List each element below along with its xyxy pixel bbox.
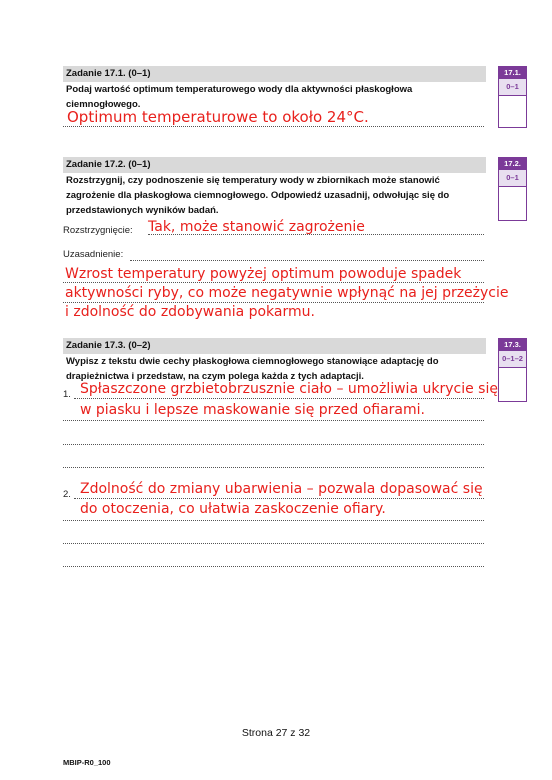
score-range: 0–1: [499, 170, 526, 187]
score-range: 0–1–2: [499, 351, 526, 368]
task-17-3: [63, 338, 486, 384]
justification-line-1: Wzrost temperatury powyżej optimum powoduje spadek: [65, 266, 462, 282]
score-input-cell[interactable]: [499, 96, 526, 126]
justification-line-3: i zdolność do zdobywania pokarmu.: [65, 304, 315, 320]
answer-line: [63, 282, 484, 283]
score-input-cell[interactable]: [499, 187, 526, 219]
task-17-1-answer: Optimum temperaturowe to około 24°C.: [67, 108, 369, 126]
task-17-1: [63, 66, 486, 112]
score-box-17-1: [498, 66, 527, 128]
answer-line: [63, 520, 484, 521]
answer-line: [63, 444, 484, 445]
task-17-1-header: Zadanie 17.1. (0–1): [63, 66, 486, 82]
task-17-1-text: Podaj wartość optimum temperaturowego wody dla aktywności płaskogłowa ciemnogłowego.: [66, 84, 413, 110]
exam-code: MBIP-R0_100: [63, 758, 111, 767]
justification-label: Uzasadnienie:: [63, 249, 124, 260]
score-id: 17.3.: [499, 339, 526, 351]
answer-line: [130, 260, 484, 261]
task-17-3-header: Zadanie 17.3. (0–2): [63, 338, 486, 354]
task-17-3-text: Wypisz z tekstu dwie cechy płaskogłowa ciemnogłowego stanowiące adaptację do drapieżnictwa i przedstaw, na czym polega każda z tych adaptacji.: [66, 356, 439, 382]
answer-line: [74, 398, 484, 399]
answer-line: [63, 467, 484, 468]
task-17-3-answer-2-line-2: do otoczenia, co ułatwia zaskoczenie ofiary.: [80, 501, 386, 517]
decision-label: Rozstrzygnięcie:: [63, 225, 133, 236]
answer-line: [74, 498, 484, 499]
task-17-2-header: Zadanie 17.2. (0–1): [63, 157, 486, 173]
score-box-17-3: [498, 338, 527, 402]
answer-line: [63, 543, 484, 544]
answer-line: [148, 234, 484, 235]
justification-line-2: aktywności ryby, co może negatywnie wpłynąć na jej przeżycie: [65, 285, 509, 301]
task-17-3-answer-2-line-1: Zdolność do zmiany ubarwienia – pozwala dopasować się: [80, 481, 483, 497]
task-17-2: [63, 157, 486, 218]
answer-line: [63, 126, 484, 127]
task-17-3-answer-1-line-1: Spłaszczone grzbietobrzusznie ciało – umożliwia ukrycie się: [80, 381, 498, 397]
answer-line: [63, 566, 484, 567]
score-range: 0–1: [499, 79, 526, 96]
score-box-17-2: [498, 157, 527, 221]
score-input-cell[interactable]: [499, 368, 526, 400]
answer-line: [63, 420, 484, 421]
score-id: 17.2.: [499, 158, 526, 170]
page-number: Strona 27 z 32: [241, 727, 311, 739]
task-17-3-answer-1-line-2: w piasku i lepsze maskowanie się przed ofiarami.: [80, 402, 425, 418]
item-number-2: 2.: [63, 489, 71, 500]
task-17-2-text: Rozstrzygnij, czy podnoszenie się temperatury wody w zbiornikach może stanowić zagrożenie dla płaskogłowa ciemnogłowego. Odpowiedź uzasadnij, odwołując się do przedstawionych wyników badań.: [66, 175, 450, 216]
score-id: 17.1.: [499, 67, 526, 79]
item-number-1: 1.: [63, 389, 71, 400]
task-17-2-decision-answer: Tak, może stanowić zagrożenie: [148, 219, 365, 235]
